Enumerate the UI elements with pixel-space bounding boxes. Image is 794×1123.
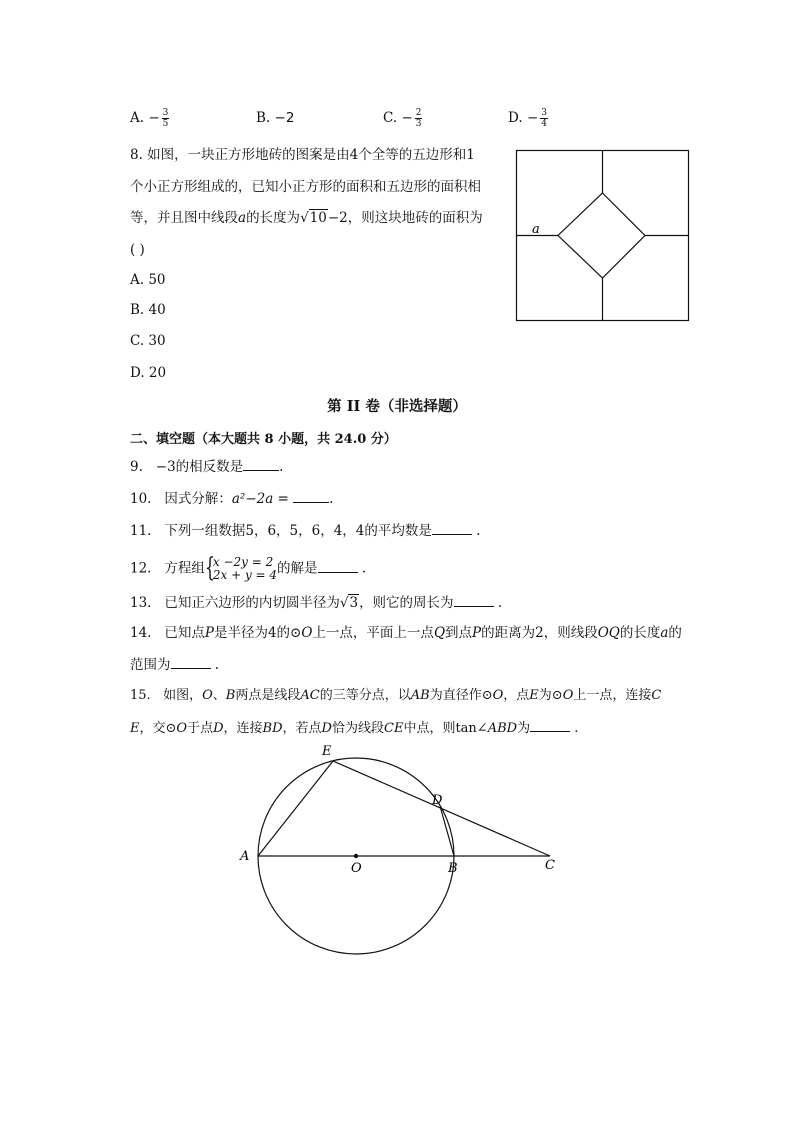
section-subtitle: 二、填空题（本大题共 8 小题，共 24.0 分） xyxy=(130,432,397,447)
numerator: 3 xyxy=(541,108,547,118)
q13 xyxy=(130,592,502,613)
point-label: P xyxy=(472,625,482,641)
question-number: 12. xyxy=(130,560,152,577)
point-label: C xyxy=(651,688,662,703)
q8-line-2: 个小正方形组成的，已知小正方形的面积和五边形的面积相 xyxy=(130,179,481,195)
question-text: 下列一组数据5，6，5，6，4，4的平均数是 xyxy=(164,523,432,539)
period: . xyxy=(214,657,220,673)
point-label: O xyxy=(176,721,188,736)
point-label: D xyxy=(321,721,332,736)
point-label: Q xyxy=(433,625,446,641)
q14-line-1 xyxy=(130,623,682,643)
variable: a xyxy=(660,625,669,641)
point-label: E xyxy=(529,688,539,703)
math-expression: a²−2a = xyxy=(231,491,289,507)
point-label: B xyxy=(225,688,236,703)
q7-option-b xyxy=(256,108,294,128)
segment-label: AB xyxy=(410,688,430,703)
option-label: D. xyxy=(508,110,523,126)
tile-figure xyxy=(510,144,696,328)
fraction xyxy=(162,108,170,129)
q14-line-2 xyxy=(130,654,219,675)
center-dot xyxy=(354,854,358,858)
question-text: 方程组 xyxy=(164,560,205,577)
text: 、 xyxy=(212,688,226,703)
q12 xyxy=(130,553,367,583)
period: . xyxy=(329,491,334,507)
text: 为直径作⊙ xyxy=(429,688,493,703)
point-label: D xyxy=(213,721,224,736)
numerator: 2 xyxy=(415,108,422,118)
period: . xyxy=(361,560,367,577)
segment-ec xyxy=(333,761,550,856)
q7-option-c xyxy=(383,108,422,129)
q8-line-3 xyxy=(130,208,483,228)
q8-line-4: ( ) xyxy=(130,242,145,258)
circle-figure xyxy=(230,738,570,960)
q15-line-1 xyxy=(130,686,661,706)
point-label: O xyxy=(202,688,213,703)
question-number: 9. xyxy=(130,459,143,475)
equation-1: x −2y = 2 xyxy=(212,555,274,569)
text: 如图， xyxy=(163,688,203,703)
question-text: ，则它的周长为 xyxy=(359,595,454,611)
radicand: 3 xyxy=(349,595,359,611)
point-label: O xyxy=(492,688,504,703)
denominator: 5 xyxy=(162,119,169,129)
question-number: 14. xyxy=(130,625,152,641)
point-label: O xyxy=(562,688,574,703)
q7-option-a xyxy=(130,108,169,129)
text: 到点 xyxy=(445,625,473,641)
point-label: P xyxy=(204,625,214,641)
text: 为⊙ xyxy=(538,688,563,703)
answer-blank xyxy=(171,654,211,669)
text: 的距离为2，则线段 xyxy=(481,625,598,641)
q8-option-c: C. 30 xyxy=(130,333,166,349)
brace: { xyxy=(204,553,215,583)
text: 是半径为4的⊙ xyxy=(213,625,302,641)
section-title: 第 II 卷（非选择题） xyxy=(327,398,467,415)
question-number: 13. xyxy=(130,595,152,611)
answer-blank xyxy=(432,520,472,535)
sqrt-expression xyxy=(340,593,359,613)
text: 范围为 xyxy=(130,657,171,673)
inner-square xyxy=(558,193,645,278)
q15-line-2 xyxy=(130,717,578,739)
option-value: −2 xyxy=(274,110,295,126)
segment-ae xyxy=(258,761,333,856)
denominator: 3 xyxy=(415,119,422,129)
segment-label: BD xyxy=(262,721,283,736)
text: 的 xyxy=(668,625,682,641)
question-text: 的解是 xyxy=(277,560,318,577)
question-number: 11. xyxy=(130,523,152,539)
text: ，交⊙ xyxy=(139,721,177,736)
q8-line-1: 8. 如图，一块正方形地砖的图案是由4个全等的五边形和1 xyxy=(130,147,475,163)
label-c: C xyxy=(545,858,555,873)
answer-blank xyxy=(243,456,279,471)
segment-label-a: a xyxy=(532,222,540,237)
answer-blank xyxy=(454,592,494,607)
text: ，点 xyxy=(503,688,530,703)
text: 已知点 xyxy=(164,625,205,641)
question-text: −3的相反数是 xyxy=(155,459,244,475)
answer-blank xyxy=(293,488,329,503)
variable: a xyxy=(238,210,247,226)
text: 为 xyxy=(517,721,531,736)
question-number: 15. xyxy=(130,688,151,703)
label-d: D xyxy=(432,793,443,808)
sqrt-expression xyxy=(300,208,328,228)
text: 的长度 xyxy=(619,625,661,641)
text: 上一点，连接 xyxy=(573,688,652,703)
equation-system xyxy=(204,553,278,583)
q8-option-b: B. 40 xyxy=(130,302,166,318)
question-number: 10. xyxy=(130,491,152,507)
answer-blank xyxy=(318,558,358,573)
radicand: 10 xyxy=(309,210,327,226)
text: 上一点，平面上一点 xyxy=(312,625,434,641)
segment-label: OQ xyxy=(597,625,620,641)
option-label: C. xyxy=(383,110,398,126)
q8-option-d: D. 20 xyxy=(130,365,167,381)
text: 的三等分点，以 xyxy=(319,688,411,703)
text: 恰为线段 xyxy=(331,721,384,736)
question-text: 已知正六边形的内切圆半径为 xyxy=(164,595,340,611)
equation-2: 2x + y = 4 xyxy=(212,568,278,582)
text: −2，则这块地砖的面积为 xyxy=(327,210,483,226)
period: . xyxy=(279,459,284,475)
segment-label: AC xyxy=(300,688,320,703)
question-text: 因式分解： xyxy=(164,491,232,507)
numerator: 3 xyxy=(162,108,169,118)
text: 等，并且图中线段 xyxy=(130,210,238,226)
option-label: B. xyxy=(256,110,271,126)
text: 于点 xyxy=(187,721,214,736)
point-label: E xyxy=(130,721,140,736)
text: 中点，则tan∠ xyxy=(403,721,488,736)
period: . xyxy=(497,595,503,611)
q9 xyxy=(130,456,283,477)
point-label: O xyxy=(301,625,313,641)
period: . xyxy=(476,523,481,539)
sqrt-symbol: √ xyxy=(300,210,309,226)
sqrt-symbol: √ xyxy=(339,595,349,611)
q8-option-a: A. 50 xyxy=(130,272,166,288)
minus-sign: − xyxy=(401,110,413,126)
angle-label: ABD xyxy=(487,721,518,736)
label-a: A xyxy=(240,849,250,864)
label-e: E xyxy=(322,744,332,759)
answer-blank xyxy=(530,717,570,732)
label-b: B xyxy=(448,861,458,876)
text: ，连接 xyxy=(223,721,263,736)
text: ，若点 xyxy=(282,721,322,736)
denominator: 4 xyxy=(541,119,547,129)
segment-label: CE xyxy=(384,721,404,736)
fraction xyxy=(415,108,423,129)
q7-option-d xyxy=(508,108,548,129)
q10 xyxy=(130,488,333,509)
q11 xyxy=(130,520,481,541)
option-label: A. xyxy=(130,110,145,126)
text: 的长度为 xyxy=(246,210,301,226)
period: . xyxy=(574,721,579,736)
minus-sign: − xyxy=(526,110,539,126)
label-o: O xyxy=(351,861,362,876)
text: 两点是线段 xyxy=(235,688,301,703)
minus-sign: − xyxy=(148,110,160,126)
fraction xyxy=(540,108,548,129)
